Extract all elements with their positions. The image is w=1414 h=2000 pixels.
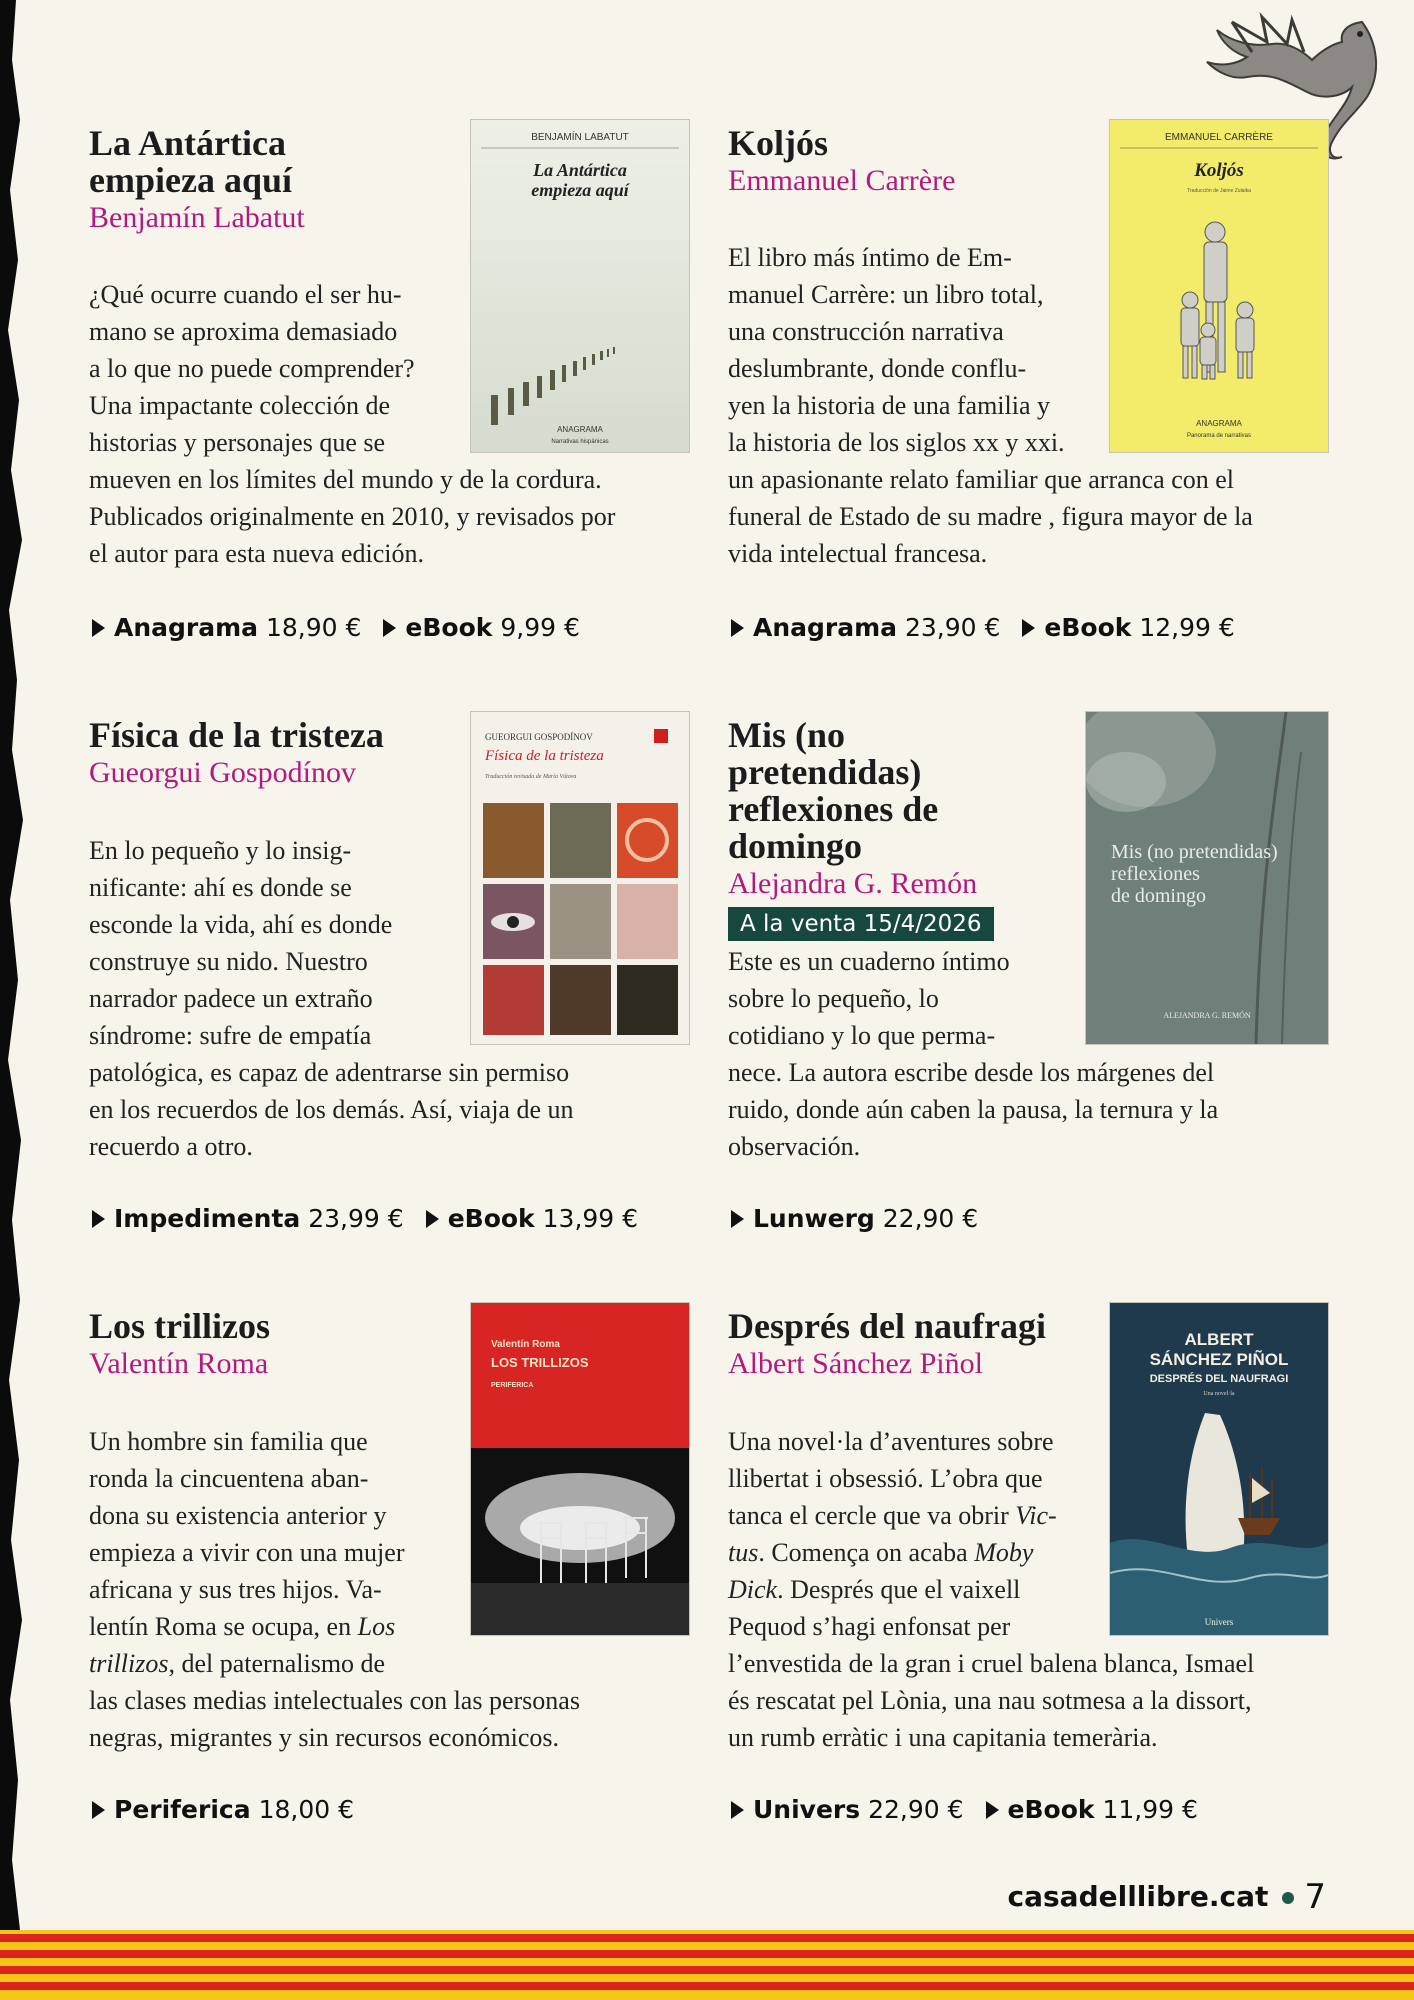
price-line (731, 1204, 978, 1234)
cover-translator-text: Traducción de Jaime Zulaika (1187, 188, 1251, 194)
price-value: 22,90 € (868, 1795, 964, 1824)
desc-line: mano se aproxima demasiado (89, 317, 398, 346)
cover-series-text: Panorama de narrativas (1186, 433, 1252, 439)
desc-line: en los recuerdos de los demás. Así, viaja de un (89, 1095, 574, 1124)
publisher-label: Anagrama (753, 613, 898, 642)
book-title: La Antártica empieza aquí (89, 123, 292, 200)
desc-line: narrador padece un extraño (89, 984, 373, 1013)
desc-line: patológica, es capaz de adentrarse sin permiso (89, 1058, 570, 1087)
page-number: 7 (1304, 1877, 1326, 1917)
desc-line: ruido, donde aún caben la pausa, la ternura y la (728, 1095, 1219, 1124)
price-value: 18,90 € (265, 613, 362, 642)
publisher-label: Periferica (114, 1795, 251, 1824)
price-line (92, 1795, 354, 1825)
cover-title-text: reflexiones (1111, 863, 1200, 885)
cover-title-text: Mis (no pretendidas) (1111, 841, 1278, 863)
price-value: 23,99 € (308, 1204, 404, 1233)
desc-line: vida intelectual francesa. (728, 539, 988, 568)
desc-line: construye su nido. Nuestro (89, 947, 368, 976)
release-date-badge: A la venta 15/4/2026 (728, 907, 994, 941)
play-triangle-icon (1022, 619, 1035, 637)
play-triangle-icon (731, 619, 744, 637)
price-line (92, 1204, 638, 1234)
ebook-label: eBook (1044, 613, 1132, 642)
desc-line: africana y sus tres hijos. Va- (89, 1575, 382, 1604)
play-triangle-icon (731, 1210, 744, 1228)
cover-author-text: ALBERT (1184, 1330, 1254, 1349)
cover-author-text: EMMANUEL CARRÈRE (1165, 132, 1273, 143)
desc-line: cotidiano y lo que perma- (728, 1021, 996, 1050)
cover-subtitle-text: Una novel·la (1203, 1391, 1235, 1397)
cover-series-text: Narrativas hispánicas (551, 439, 609, 445)
desc-line: Una impactante colección de (89, 391, 391, 420)
desc-line: llibertat i obsessió. L’obra que (728, 1464, 1043, 1493)
cover-imprint-text: ANAGRAMA (1196, 419, 1242, 428)
desc-line: trillizos, del paternalismo de (89, 1649, 386, 1678)
cover-imprint-text: ANAGRAMA (557, 425, 603, 434)
desc-line: historias y personajes que se (89, 428, 386, 457)
cover-imprint-text: PERIFERICA (491, 1382, 534, 1389)
desc-line: ronda la cincuentena aban- (89, 1464, 369, 1493)
publisher-label: Lunwerg (753, 1204, 875, 1233)
book-description (728, 239, 1253, 572)
bullet-dot-icon (1282, 1892, 1294, 1904)
book-entry (728, 1308, 1128, 1383)
publisher-label: Anagrama (114, 613, 259, 642)
book-description (89, 276, 615, 572)
desc-line: un apasionante relato familiar que arranca con el (728, 465, 1235, 494)
publisher-label: Impedimenta (114, 1204, 301, 1233)
book-entry (89, 1308, 469, 1383)
play-triangle-icon (986, 1801, 999, 1819)
desc-line: un rumb erràtic i una capitania temerària. (728, 1723, 1158, 1752)
desc-line: nificante: ahí es donde se (89, 873, 352, 902)
book-title: Koljós (728, 123, 829, 163)
cover-translator-text: Traducción revisada de María Vútova (485, 774, 577, 780)
price-value: 12,99 € (1139, 613, 1235, 642)
desc-line: el autor para esta nueva edición. (89, 539, 424, 568)
desc-line: Pequod s’hagi enfonsat per (728, 1612, 1011, 1641)
play-triangle-icon (92, 1210, 105, 1228)
cover-author-text: SÁNCHEZ PIÑOL (1149, 1350, 1289, 1369)
book-author: Emmanuel Carrère (728, 164, 956, 197)
book-entry (728, 717, 1078, 903)
book-entry (728, 125, 1088, 200)
desc-line: síndrome: sufre de empatía (89, 1021, 372, 1050)
desc-line: Un hombre sin familia que (89, 1427, 368, 1456)
book-author: Gueorgui Gospodínov (89, 756, 356, 789)
cover-title-text: LOS TRILLIZOS (491, 1355, 589, 1370)
price-line (731, 1795, 1198, 1825)
desc-line: la historia de los siglos xx y xxi. (728, 428, 1065, 457)
price-value: 11,99 € (1102, 1795, 1198, 1824)
book-description (89, 1423, 580, 1756)
desc-line: manuel Carrère: un libro total, (728, 280, 1044, 309)
book-author: Benjamín Labatut (89, 201, 305, 234)
cover-title-text: Koljós (1194, 160, 1244, 181)
desc-line: a lo que no puede comprender? (89, 354, 415, 383)
book-title: Després del naufragi (728, 1306, 1046, 1346)
desc-line: mueven en los límites del mundo y de la cordura. (89, 465, 602, 494)
desc-line: las clases medias intelectuales con las personas (89, 1686, 580, 1715)
desc-line: tanca el cercle que va obrir Vic- (728, 1501, 1057, 1530)
book-description (728, 1423, 1254, 1756)
book-title: Los trillizos (89, 1306, 270, 1346)
desc-line: esconde la vida, ahí es donde (89, 910, 393, 939)
desc-line: deslumbrante, donde conflu- (728, 354, 1027, 383)
senyera-stripes (0, 1930, 1414, 2000)
cover-title-text: de domingo (1111, 885, 1206, 907)
torn-paper-edge (0, 0, 40, 2000)
play-triangle-icon (92, 1801, 105, 1819)
cover-imprint-text: Univers (1204, 1617, 1234, 1627)
cover-title-text: empieza aquí (531, 180, 629, 200)
publisher-label: Univers (753, 1795, 861, 1824)
book-author: Albert Sánchez Piñol (728, 1347, 983, 1380)
desc-line: nece. La autora escribe desde los márgenes del (728, 1058, 1215, 1087)
price-value: 18,00 € (258, 1795, 354, 1824)
cover-title-text: DESPRÉS DEL NAUFRAGI (1149, 1373, 1289, 1385)
book-author: Valentín Roma (89, 1347, 269, 1380)
desc-line: ¿Qué ocurre cuando el ser hu- (89, 280, 402, 309)
desc-line: tus. Comença on acaba Moby (728, 1538, 1034, 1567)
book-description (89, 832, 574, 1165)
desc-line: és rescatat pel Lònia, una nau sotmesa a la dissort, (728, 1686, 1252, 1715)
desc-line: El libro más íntimo de Em- (728, 243, 1012, 272)
book-title: Física de la tristeza (89, 715, 384, 755)
desc-line: lentín Roma se ocupa, en Los (89, 1612, 396, 1641)
desc-line: En lo pequeño y lo insig- (89, 836, 352, 865)
desc-line: recuerdo a otro. (89, 1132, 253, 1161)
desc-line: Una novel·la d’aventures sobre (728, 1427, 1054, 1456)
desc-line: Dick. Després que el vaixell (728, 1575, 1021, 1604)
desc-line: yen la historia de una familia y (728, 391, 1051, 420)
page-footer (1008, 1877, 1326, 1917)
desc-line: sobre lo pequeño, lo (728, 984, 939, 1013)
play-triangle-icon (426, 1210, 439, 1228)
book-title: Mis (no pretendidas) reflexiones de domingo (728, 715, 939, 866)
cover-author-text: Valentín Roma (491, 1339, 560, 1350)
price-value: 9,99 € (500, 613, 580, 642)
ebook-label: eBook (405, 613, 493, 642)
desc-line: dona su existencia anterior y (89, 1501, 387, 1530)
cover-title-text: La Antártica (533, 160, 627, 180)
price-value: 13,99 € (542, 1204, 639, 1233)
cover-title-text: Física de la tristeza (485, 748, 604, 764)
play-triangle-icon (383, 619, 396, 637)
play-triangle-icon (731, 1801, 744, 1819)
cover-author-text: ALEJANDRA G. REMÓN (1163, 1011, 1251, 1020)
price-line (731, 613, 1235, 643)
desc-line: observación. (728, 1132, 861, 1161)
play-triangle-icon (92, 619, 105, 637)
book-description (728, 943, 1218, 1165)
price-line (92, 613, 580, 643)
desc-line: Este es un cuaderno íntimo (728, 947, 1010, 976)
site-link[interactable]: casadelllibre.cat (1007, 1880, 1269, 1913)
desc-line: empieza a vivir con una mujer (89, 1538, 405, 1567)
desc-line: funeral de Estado de su madre , figura mayor de la (728, 502, 1253, 531)
book-entry (89, 717, 489, 792)
desc-line: negras, migrantes y sin recursos económicos. (89, 1723, 560, 1752)
cover-author-text: GUEORGUI GOSPODÍNOV (485, 732, 593, 742)
price-value: 23,90 € (904, 613, 1001, 642)
ebook-label: eBook (1007, 1795, 1095, 1824)
desc-line: una construcción narrativa (728, 317, 1004, 346)
desc-line: Publicados originalmente en 2010, y revisados por (89, 502, 616, 531)
ebook-label: eBook (447, 1204, 535, 1233)
book-author: Alejandra G. Remón (728, 867, 978, 900)
price-value: 22,90 € (882, 1204, 979, 1233)
cover-author-text: BENJAMÍN LABATUT (531, 132, 629, 143)
desc-line: l’envestida de la gran i cruel balena blanca, Ismael (728, 1649, 1255, 1678)
